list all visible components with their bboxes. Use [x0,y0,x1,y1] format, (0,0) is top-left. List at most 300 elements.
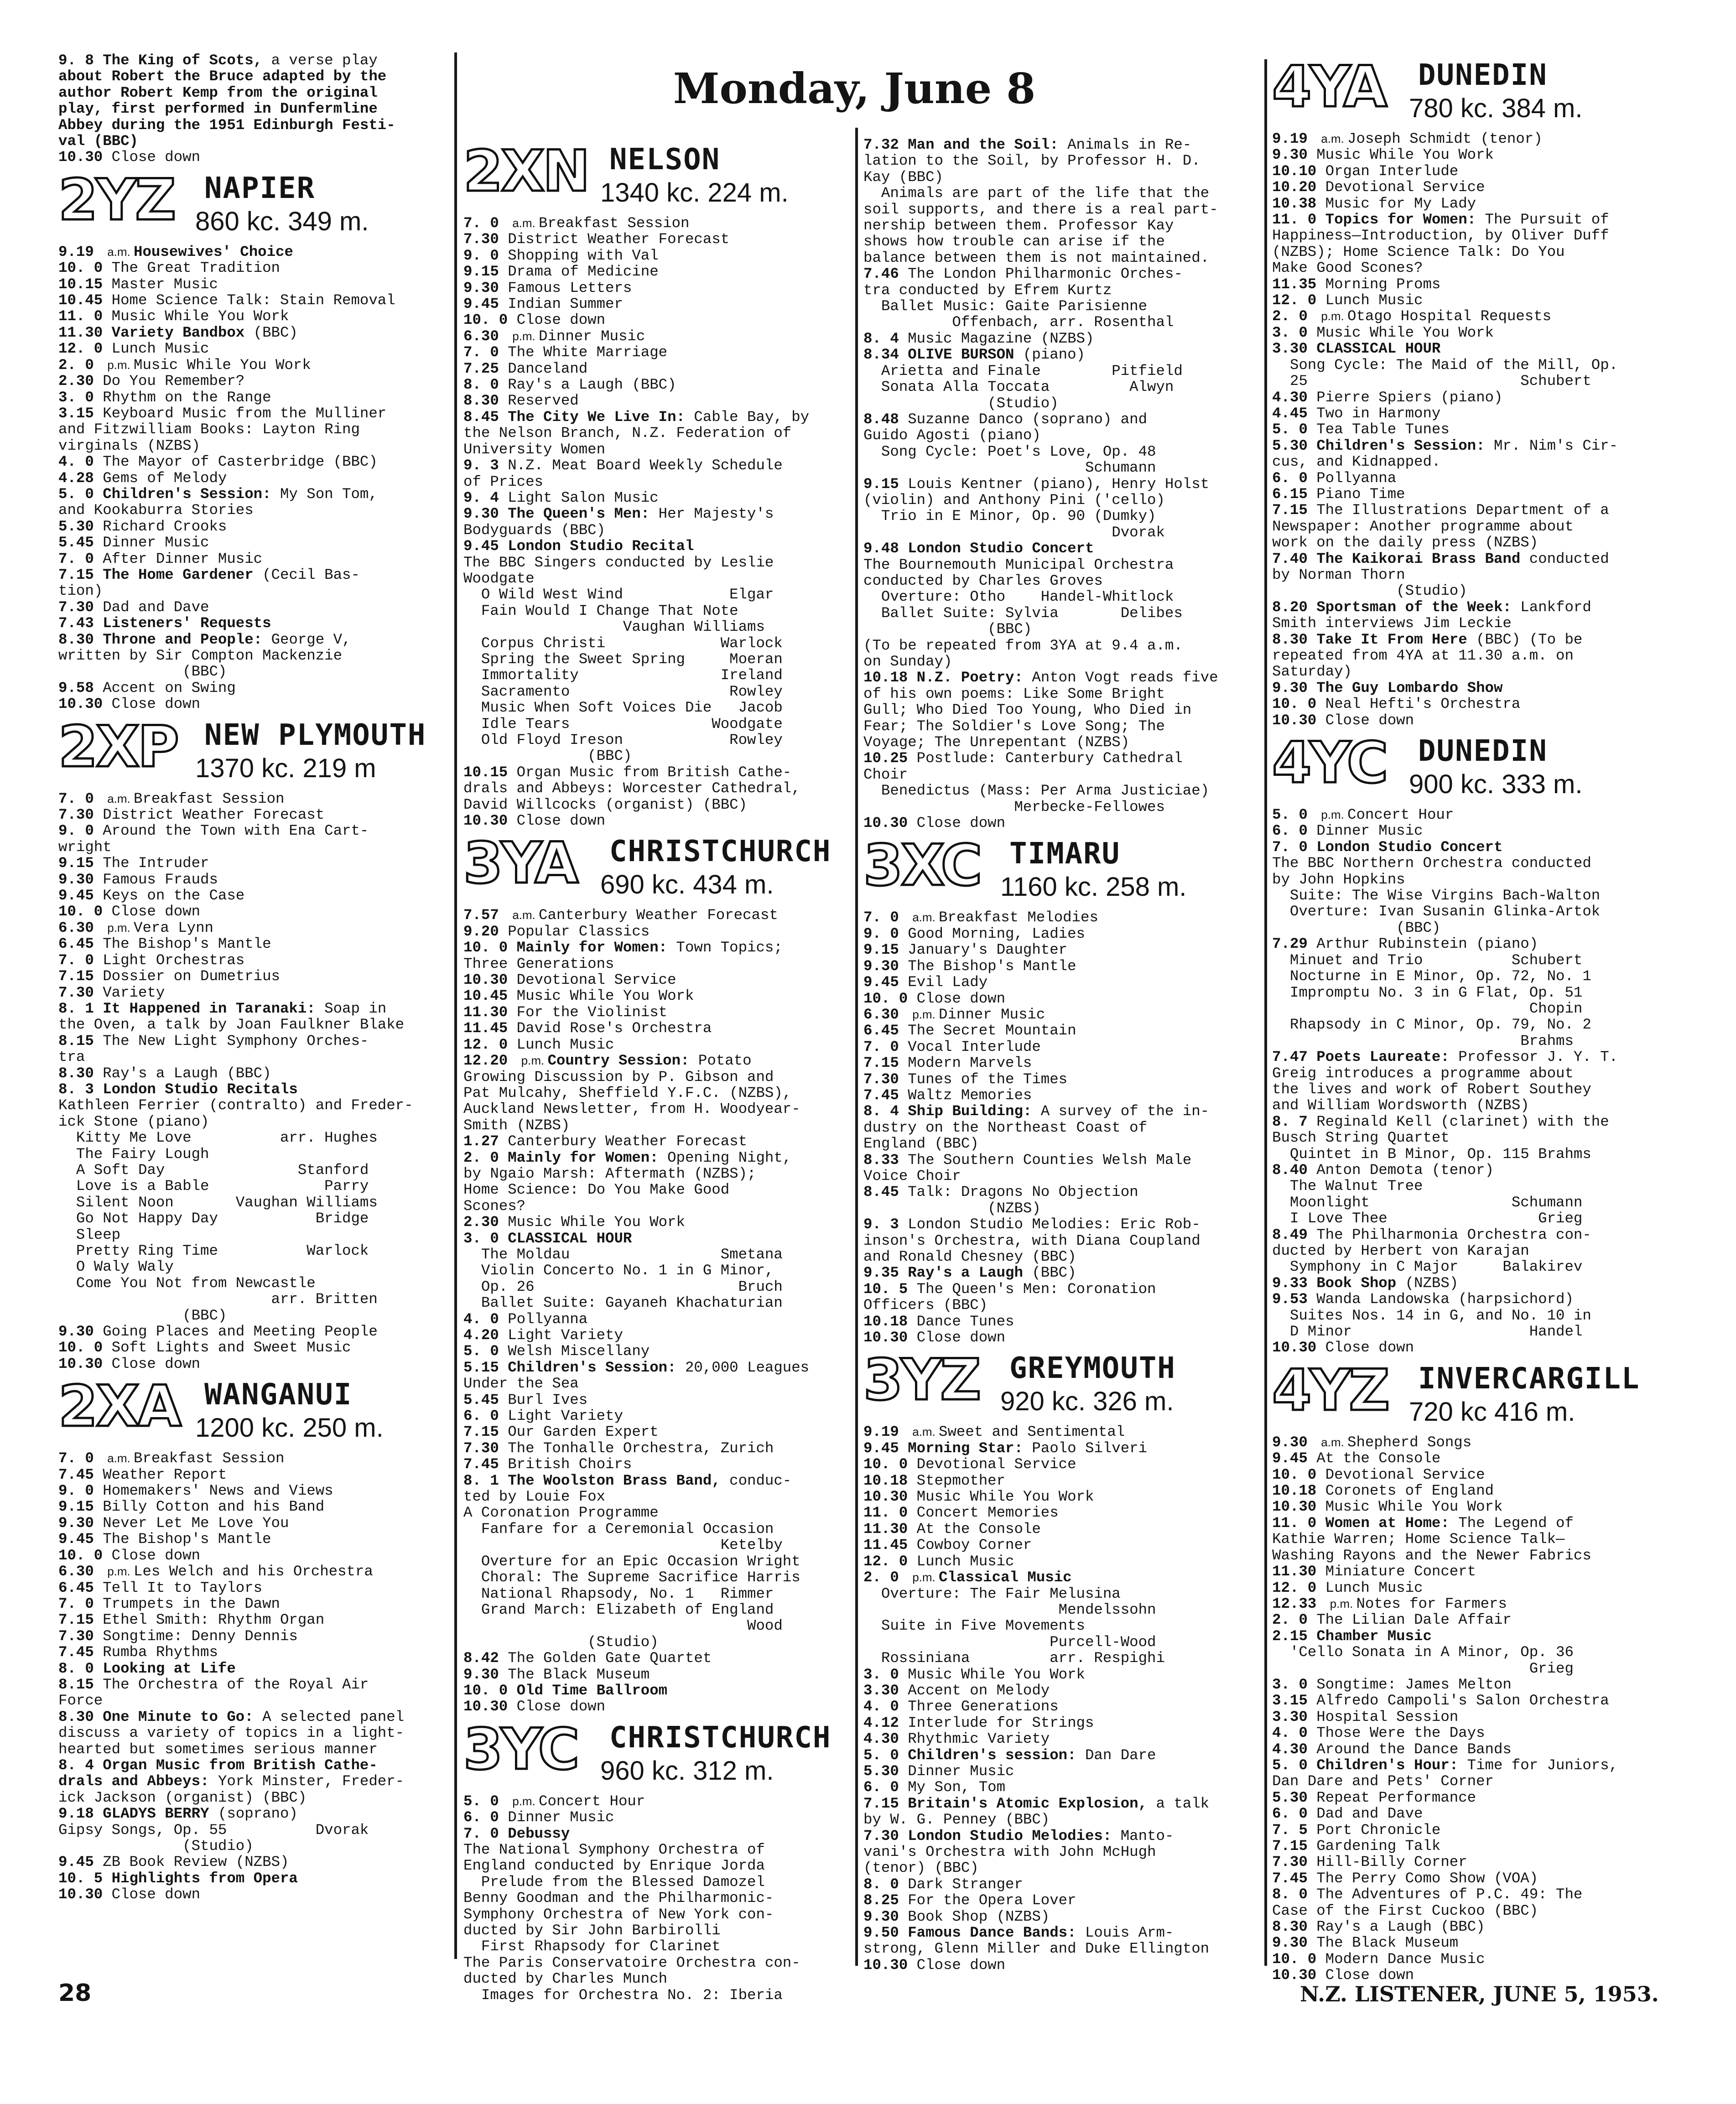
listing-line [1272,1531,1670,1547]
listing-text: The Fairy Lough [58,1145,209,1163]
listing-text: January's Daughter [908,941,1068,959]
listing-line [463,1938,851,1954]
listing-title: Ship Building: [908,1103,1032,1120]
listing-time: 4.30 [1272,389,1317,406]
listing-line [1272,1967,1670,1983]
listing-text: Otago Hospital Requests [1347,308,1552,325]
listing-text: Close down [1325,1967,1414,1984]
listing-text: Tunes of the Times [908,1070,1068,1088]
listing-time: 6.30 [863,1006,908,1023]
listing-line [58,486,449,502]
listing-time: 10.30 [1272,1339,1325,1356]
listing-text: Home Science: Do You Make Good [463,1181,730,1199]
listing-line [463,1537,851,1553]
listing-title: Classical Music [939,1569,1072,1586]
listing-line [863,1779,1265,1795]
station-header [58,168,449,241]
listing-text: Indian Summer [508,296,623,313]
listing-text: Dad and Dave [103,598,209,616]
listing-text: Case of the First Cuckoo (BBC) [1272,1902,1538,1919]
listing-line [463,457,851,473]
listing-line [1272,615,1670,631]
listing-line [863,1699,1265,1714]
listing-text: conducted by Charles Groves [863,572,1103,589]
listing-line [1272,1227,1670,1243]
listing-time: 7. 0 [58,550,103,567]
listing-line [58,1499,449,1515]
listing-line [863,942,1265,958]
listing-title: CLASSICAL HOUR [1316,340,1441,358]
listing-text: Danceland [508,360,588,377]
listing-line [863,1200,1265,1216]
listing-line [463,1858,851,1874]
listing-line [863,1957,1265,1973]
listing-text: Merbecke-Fellowes [863,798,1165,816]
listing-time: 7. 0 [58,1450,103,1467]
listing-line [463,522,851,538]
listing-text: Mr. Nim's Cir- [1485,437,1618,454]
listing-text: The Tonhalle Orchestra, Zurich [508,1439,774,1457]
listing-text: Old Floyd Ireson Rowley [463,732,783,748]
listing-line [58,1773,449,1789]
listing-line [863,1424,1265,1440]
listing-line [863,1456,1265,1472]
listing-text: Light Salon Music [508,489,659,506]
listing-text: The Pursuit of [1476,211,1609,229]
listing-line [58,1243,449,1259]
listing-time: 3. 0 [1272,1676,1317,1693]
listing-text: Master Music [111,275,218,293]
listing-text: Close down [516,812,606,830]
listing-time: 3.15 [58,405,103,422]
listing-title: Organ Music from British Cathe- [103,1756,378,1774]
listing-text: The Golden Gate Quartet [508,1650,712,1667]
listing-text: Go Not Happy Day Bridge [58,1210,369,1227]
listing-text: a talk [1147,1795,1210,1812]
listing-text: by W. G. Penney (BBC) [863,1811,1050,1829]
listing-title: drals and Abbeys: [58,1773,209,1790]
listing-line [58,1324,449,1340]
listing-time: 9.45 [58,887,103,904]
listing-time: 8. 0 [58,1660,103,1677]
listing-line [58,535,449,551]
listing-line [863,1537,1265,1553]
listing-time: 10. 0 [58,1547,112,1564]
listing-text: Benedictus (Mass: Per Arma Justiciae) [863,782,1210,800]
listing-text: Ethel Smith: Rhythm Organ [103,1611,325,1629]
listing-line [463,1667,851,1683]
listing-line [863,1216,1265,1232]
listing-text: Washing Rayons and the Newer Fabrics [1272,1547,1591,1564]
listing-line [58,149,449,165]
listing-line [1272,1081,1670,1097]
listing-time: 8.30 [1272,1918,1317,1936]
listing-text: strong, Glenn Miller and Duke Ellington [863,1940,1210,1958]
listing-line [58,1033,449,1049]
listing-time: 12. 0 [863,1553,917,1570]
listing-time: 3. 0 [1272,324,1317,341]
listing-text: The White Marriage [508,344,668,361]
listing-line [1272,1065,1670,1081]
listing-line [863,799,1265,815]
listing-line [1272,405,1670,421]
listing-line [463,1489,851,1505]
listing-line [463,1037,851,1053]
listing-line [863,1152,1265,1168]
listing-line [863,1473,1265,1489]
listing-period: a.m. [912,910,939,925]
listing-title: The King of Scots, [103,52,263,69]
listing-line [863,1828,1265,1844]
listing-text: Music When Soft Voices Die Jacob [463,699,783,717]
listing-text: Piano Time [1316,485,1405,503]
listing-line [463,1311,851,1327]
listing-line [1272,179,1670,195]
listing-text: Dinner Music [508,1809,614,1826]
listing-time: 8.30 [58,631,103,648]
listing-time: 10. 0 [863,990,917,1007]
listing-title: Variety Bandbox [111,324,245,341]
listing-text: Music Magazine (NZBS) [908,330,1094,347]
listing-text: Notes for Farmers [1356,1595,1507,1612]
listing-time: 6.30 [463,327,508,345]
listing-time: 8.45 [863,1184,908,1201]
listing-time: 11. 0 [1272,211,1325,229]
listing-line [1272,888,1670,904]
listing-title: Take It From Here [1316,631,1467,648]
listing-text: The National Symphony Orchestra of [463,1841,765,1858]
listing-time: 7.32 [863,137,908,153]
listing-line [58,1130,449,1146]
listing-title: Looking at Life [103,1660,236,1677]
listing-text: Famous Letters [508,279,632,296]
listing-line [1272,292,1670,308]
listing-line [463,1295,851,1311]
listing-text: (violin) and Anthony Pini ('cello) [863,491,1165,509]
station-city: TIMARU [1009,837,1121,871]
listing-line [1272,1693,1670,1709]
listing-text: Kathleen Ferrier (contralto) and Freder- [58,1097,413,1114]
listing-time: 5.15 [463,1359,508,1376]
listing-text: The Black Museum [1316,1934,1459,1952]
listing-line [863,1876,1265,1892]
listing-line [1272,196,1670,212]
listing-line [463,296,851,312]
listing-text: tion) [58,582,103,600]
listing-text: (BBC) [58,1307,227,1324]
column-2 [463,137,851,2084]
listing-title: Children's Hour: [1316,1756,1459,1774]
listing-text: Accent on Melody [908,1682,1050,1699]
station-block [58,168,449,712]
listing-time: 7.15 [863,1795,908,1812]
listing-text: For the Opera Lover [908,1892,1076,1909]
listing-line [1272,131,1670,147]
listing-line [463,1569,851,1585]
listing-time: 6. 0 [863,1779,908,1796]
listing-text: of Prices [463,473,543,490]
listing-line [863,1634,1265,1650]
listing-text: Famous Frauds [103,871,218,888]
listing-text: O Wild West Wind Elgar [463,586,774,603]
listing-line [463,651,851,667]
listing-line [463,1440,851,1456]
listing-line [1272,1612,1670,1628]
listing-period: p.m. [512,329,539,343]
listing-text: on Sunday) [863,653,952,670]
listing-line [1272,1741,1670,1757]
station-header [863,834,1265,907]
listing-time: 10.45 [463,987,517,1005]
listing-time: 8. 4 [58,1756,103,1774]
listing-text: Organ Music from British Cathe- [516,764,792,781]
listing-line [463,748,851,764]
listing-text: Happiness—Introduction, by Oliver Duff [1272,227,1609,244]
listing-text: (BBC) [863,621,1032,638]
listing-text: Music While You Work [516,987,694,1005]
listing-text: (NZBS) [863,1200,1041,1217]
listing-text: Officers (BBC) [863,1297,988,1314]
listing-line [1272,1499,1670,1515]
listing-text: Reginald Kell (clarinet) with the [1316,1113,1609,1130]
listing-time: 8.20 [1272,598,1317,616]
listing-text: Rossiniana arr. Respighi [863,1650,1165,1667]
listing-time: 8.25 [863,1892,908,1909]
listing-text: The Orchestra of the Royal Air [103,1676,369,1693]
listing-text: Rhythm on the Range [103,389,271,406]
listing-line [463,667,851,683]
listing-line [1272,1450,1670,1466]
listing-title: London Studio Recital [508,538,694,555]
listing-text: The Legend of [1449,1514,1574,1532]
listing-time: 6.30 [58,919,103,936]
listing-text: Home Science Talk: Stain Removal [111,292,395,309]
listing-line [1272,438,1670,454]
listing-time: 9.19 [58,243,103,260]
station-frequency: 900 kc. 333 m. [1409,769,1583,800]
listing-line [463,684,851,700]
listing-line [58,855,449,871]
listing-text: Light Variety [508,1408,623,1425]
listing-text: Smith interviews Jim Leckie [1272,615,1512,632]
listing-line [463,1279,851,1295]
listing-text: Three Generations [463,955,614,972]
listing-line [463,780,851,796]
listing-line [58,872,449,888]
listing-time: 9.50 [863,1924,908,1942]
listing-line [863,1489,1265,1505]
listing-text: Sacramento Rowley [463,683,783,700]
listing-line [1272,551,1670,567]
listing-line [863,1281,1265,1297]
listing-text: Breakfast Session [134,790,285,807]
listing-text: A selected panel [253,1708,405,1725]
listing-line [58,292,449,308]
listing-time: 8.15 [58,1676,103,1693]
listing-line [1272,1467,1670,1483]
listing-line [58,1467,449,1483]
listing-text: conducted [1520,550,1609,567]
listing-text: District Weather Forecast [103,806,325,824]
listing-text: Close down [111,903,201,920]
listing-time: 9.45 [863,974,908,991]
listing-time: 4.30 [863,1730,908,1748]
listing-time: 9.48 [863,540,908,557]
listing-time: 10.30 [463,812,517,830]
listing-line [463,393,851,409]
listing-time: 12. 0 [463,1036,517,1053]
listing-time: 7. 5 [1272,1821,1317,1839]
listing-time: 9.30 [863,957,908,975]
listing-time: 5.45 [463,1391,508,1408]
listing-text: Cable Bay, by [685,408,810,426]
listing-time: 7. 0 [463,1825,508,1842]
listing-line [863,185,1265,201]
listing-line [58,1757,449,1773]
listing-period: p.m. [107,1564,134,1579]
listing-title: Old Time Ballroom [516,1682,668,1699]
listing-line [1272,1644,1670,1660]
listing-text: Symphony Orchestra of New York con- [463,1906,774,1923]
listing-line [463,1618,851,1634]
listing-line [58,1450,449,1466]
listing-title: London Studio Melodies: [908,1827,1112,1844]
listing-line [58,85,449,101]
listing-period: a.m. [512,216,539,230]
station-header [463,140,851,213]
listing-text: Book Shop (NZBS) [908,1908,1050,1925]
listing-line [58,1870,449,1886]
listing-time: 9. 0 [58,1482,103,1500]
listing-text: Under the Sea [463,1375,579,1392]
listing-time: 4. 0 [58,453,103,471]
listing-text: Coronets of England [1325,1482,1494,1500]
listing-line [863,1812,1265,1828]
listing-time: 10. 0 [1272,1466,1325,1483]
listing-text: Never Let Me Love You [103,1514,289,1532]
listing-time: 9.15 [863,475,908,493]
listing-time: 5. 0 [1272,421,1317,438]
listing-time: 10. 0 [58,903,112,920]
listing-time: 10.30 [863,815,917,832]
listing-text: Overture for an Epic Occasion Wright [463,1553,800,1570]
listing-text: Les Welch and his Orchestra [134,1563,373,1580]
listing-line [463,1117,851,1133]
listing-line [1272,1661,1670,1677]
listing-line [463,1069,851,1085]
listing-line [58,632,449,648]
listing-text: Sweet and Sentimental [939,1423,1125,1441]
listing-text: Modern Dance Music [1325,1950,1485,1968]
listing-text: the Oven, a talk by Joan Faulkner Blake [58,1016,405,1034]
listing-text: A Soft Day Stanford [58,1161,369,1179]
listing-text: District Weather Forecast [508,231,730,248]
listing-line [1272,1243,1670,1259]
listing-time: 9.30 [463,1666,508,1683]
listing-time: 7.45 [463,1456,508,1473]
listing-line [863,1602,1265,1618]
listing-line [1272,648,1670,664]
listing-text: Homemakers' News and Views [103,1482,333,1500]
listing-text: Impromptu No. 3 in G Flat, Op. 51 [1272,984,1583,1001]
listing-line [463,700,851,716]
listing-title: The Home Gardener [103,566,254,583]
listing-time: 10.30 [1272,1967,1325,1984]
listing-text: Keyboard Music from the Mulliner [103,405,387,422]
listing-line [58,1483,449,1499]
listing-title: The Queen's Men: [508,505,650,523]
listing-text: First Rhapsody for Clarinet [463,1938,721,1955]
listing-line [1272,502,1670,518]
listing-text: Greig introduces a programme about [1272,1065,1574,1082]
listing-text: Music While You Work [1316,146,1494,164]
listing-line [1272,212,1670,228]
listing-text: London Studio Melodies: Eric Rob- [908,1216,1201,1233]
listing-text: Suzanne Danco (soprano) and [908,410,1148,428]
listing-text: (Studio) [1272,582,1467,600]
listing-time: 9.19 [1272,130,1317,147]
station-header [1272,731,1670,804]
listing-line [863,767,1265,783]
listing-time: 7.30 [463,1439,508,1457]
listing-line [1272,535,1670,551]
listing-line [1272,823,1670,839]
listing-line [863,250,1265,266]
listing-line [463,312,851,328]
listing-text: written by Sir Compton Mackenzie [58,647,343,664]
listing-text: Kay (BBC) [863,168,943,186]
listing-line [863,909,1265,925]
listing-text: Neal Hefti's Orchestra [1325,696,1521,713]
listing-time: 5. 0 [1272,806,1317,824]
listing-text: Nocturne in E Minor, Op. 72, No. 1 [1272,968,1591,985]
listing-line [863,557,1265,573]
listing-line [863,1941,1265,1957]
listing-title: Highlights from Opera [111,1870,298,1887]
listing-text: Rumba Rhythms [103,1644,218,1661]
listing-line [863,266,1265,282]
listing-time: 3.15 [1272,1692,1317,1709]
listing-text: Tea Table Tunes [1316,421,1450,438]
listing-time: 9.30 [1272,1434,1317,1451]
listing-period: a.m. [107,1451,134,1465]
listing-text: Light Orchestras [103,951,245,969]
listing-line [1272,1919,1670,1935]
listing-line [58,1049,449,1065]
listing-text: Dan Dare and Pets' Corner [1272,1773,1494,1790]
listing-line [58,68,449,84]
listing-line [58,968,449,984]
listing-text: My Son, Tom [908,1779,1006,1796]
listing-time: 9.30 [58,1514,103,1532]
listing-title: Housewives' Choice [134,243,293,260]
listing-time: 3. 0 [463,1230,508,1247]
listing-line [1272,1628,1670,1644]
listing-line [463,425,851,441]
listing-line [58,567,449,583]
listing-line [863,1909,1265,1925]
listing-text: Sonata Alla Toccata Alwyn [863,379,1174,396]
listing-line [58,551,449,567]
listing-text: Paolo Silveri [1023,1439,1148,1457]
listing-time: 10. 0 [863,1456,917,1473]
listing-line [463,1907,851,1922]
listing-time: 2. 0 [1272,308,1317,325]
listing-text: shows how trouble can arise if the [863,233,1165,250]
listing-time: 8. 7 [1272,1113,1317,1130]
listing-title: The Woolston Brass Band, [508,1472,721,1489]
listing-line [863,958,1265,974]
